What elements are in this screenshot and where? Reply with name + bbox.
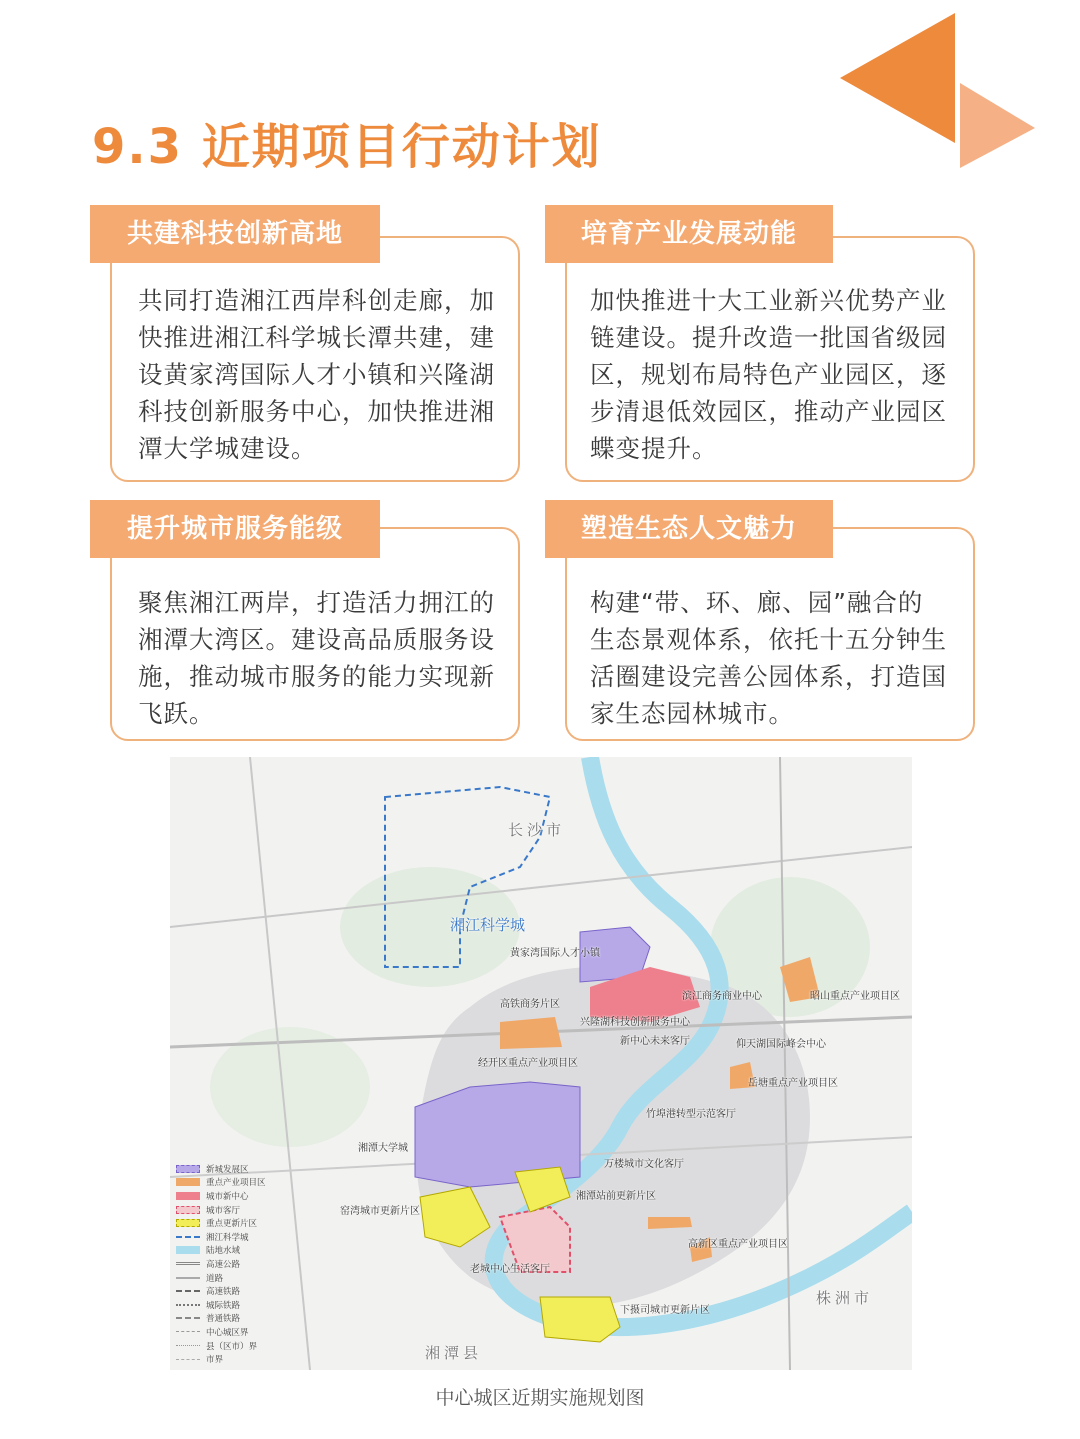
legend-row — [176, 1216, 266, 1230]
card-line: 科技创新服务中心，加快推进湘 — [138, 397, 495, 426]
legend-text: 普通铁路 — [206, 1314, 241, 1325]
area-label: 兴隆湖科技创新服务中心 — [580, 1017, 690, 1028]
legend-row — [176, 1189, 266, 1203]
legend-row — [176, 1162, 266, 1176]
card-text-tech — [138, 282, 508, 467]
legend-row — [176, 1176, 266, 1190]
area-label: 老城中心生活客厅 — [470, 1264, 550, 1275]
card-line: 设黄家湾国际人才小镇和兴隆湖 — [138, 360, 495, 389]
legend-row — [176, 1257, 266, 1271]
legend-text: 高速公路 — [206, 1259, 241, 1270]
label-xiangtan-county: 湘潭县 — [425, 1344, 483, 1362]
legend-row — [176, 1244, 266, 1258]
map-legend — [176, 1162, 266, 1366]
area-label: 经开区重点产业项目区 — [478, 1058, 578, 1069]
card-text-ecology — [590, 584, 960, 732]
legend-row — [176, 1203, 266, 1217]
legend-text: 中心城区界 — [206, 1327, 249, 1338]
card-line: 施，推动城市服务的能力实现新 — [138, 662, 495, 691]
card-line: 飞跃。 — [138, 699, 215, 728]
area-label: 竹埠港转型示范客厅 — [646, 1109, 736, 1120]
card-line: 加快推进十大工业新兴优势产业 — [590, 286, 947, 315]
area-label: 万楼城市文化客厅 — [604, 1159, 684, 1170]
area-label: 高铁商务片区 — [500, 999, 560, 1010]
area-label: 湘潭站前更新片区 — [576, 1191, 656, 1202]
page-title: 9.3 近期项目行动计划 — [92, 119, 602, 175]
legend-row — [176, 1312, 266, 1326]
card-line: 蝶变提升。 — [590, 434, 718, 463]
legend-row — [176, 1230, 266, 1244]
card-line: 湘潭大湾区。建设高品质服务设 — [138, 625, 495, 654]
legend-row — [176, 1325, 266, 1339]
legend-text: 城市新中心 — [206, 1191, 249, 1202]
area-label: 滨江商务商业中心 — [682, 991, 762, 1002]
legend-row — [176, 1298, 266, 1312]
label-changsha: 长沙市 — [508, 821, 566, 839]
card-label-industry: 培育产业发展动能 — [545, 205, 833, 263]
area-label: 窑湾城市更新片区 — [340, 1206, 420, 1217]
card-line: 链建设。提升改造一批国省级园 — [590, 323, 947, 352]
area-label: 黄家湾国际人才小镇 — [510, 948, 600, 959]
map-caption: 中心城区近期实施规划图 — [435, 1387, 645, 1409]
card-text-service — [138, 584, 508, 732]
area-label: 湘潭大学城 — [358, 1143, 408, 1154]
area-label: 仰天湖国际峰会中心 — [736, 1039, 826, 1050]
legend-row — [176, 1352, 266, 1366]
legend-text: 市界 — [206, 1355, 224, 1366]
legend-row — [176, 1271, 266, 1285]
area-label: 新中心未来客厅 — [620, 1036, 690, 1047]
legend-row — [176, 1284, 266, 1298]
card-line: 聚焦湘江两岸，打造活力拥江的 — [138, 588, 495, 617]
legend-text: 重点产业项目区 — [206, 1178, 266, 1189]
legend-text: 湘江科学城 — [206, 1232, 249, 1243]
legend-text: 县（区市）界 — [206, 1341, 258, 1352]
card-line: 步清退低效园区，推动产业园区 — [590, 397, 947, 426]
card-line: 区，规划布局特色产业园区，逐 — [590, 360, 947, 389]
planning-map — [170, 757, 912, 1370]
card-line: 潭大学城建设。 — [138, 434, 317, 463]
card-text-industry — [590, 282, 960, 467]
legend-text: 陆地水域 — [206, 1246, 241, 1257]
area-label: 岳塘重点产业项目区 — [748, 1078, 838, 1089]
label-science-city: 湘江科学城 — [450, 916, 526, 934]
corner-decoration — [830, 8, 1050, 178]
card-label-tech: 共建科技创新高地 — [90, 205, 380, 263]
card-line: 共同打造湘江西岸科创走廊，加 — [138, 286, 495, 315]
card-label-service: 提升城市服务能级 — [90, 500, 380, 558]
card-line: 活圈建设完善公园体系，打造国 — [590, 662, 947, 691]
card-line: 家生态园林城市。 — [590, 699, 794, 728]
card-line: 快推进湘江科学城长潭共建，建 — [138, 323, 495, 352]
legend-text: 重点更新片区 — [206, 1219, 258, 1230]
legend-text: 高速铁路 — [206, 1287, 241, 1298]
legend-text: 新城发展区 — [206, 1164, 249, 1175]
legend-text: 城际铁路 — [206, 1300, 241, 1311]
legend-text: 城市客厅 — [206, 1205, 241, 1216]
card-label-ecology: 塑造生态人文魅力 — [545, 500, 833, 558]
legend-text: 道路 — [206, 1273, 224, 1284]
card-line: 生态景观体系，依托十五分钟生 — [590, 625, 947, 654]
card-line: 构建“带、环、廊、园”融合的 — [590, 588, 924, 617]
area-label: 高新区重点产业项目区 — [688, 1239, 788, 1250]
area-label: 昭山重点产业项目区 — [810, 991, 900, 1002]
legend-row — [176, 1339, 266, 1353]
area-label: 下摄司城市更新片区 — [620, 1305, 710, 1316]
label-zhuzhou: 株洲市 — [816, 1289, 874, 1307]
